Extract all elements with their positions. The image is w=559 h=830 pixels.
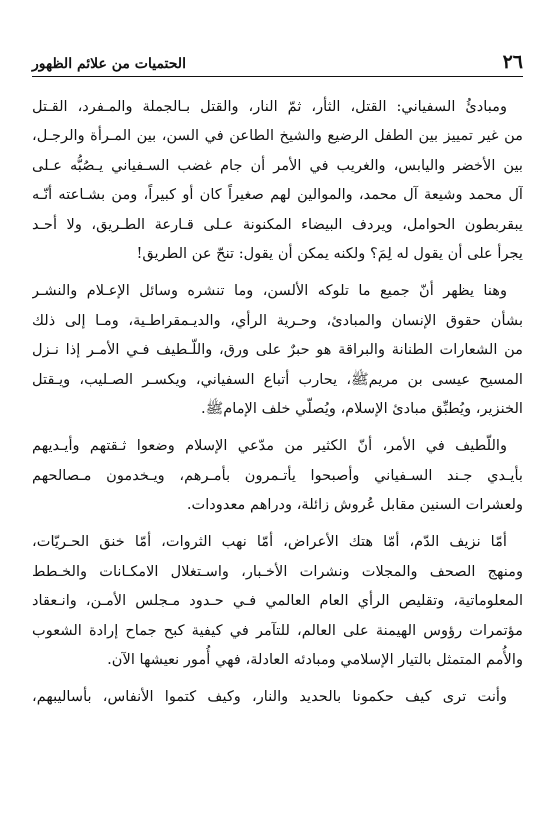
text-line: المعلوماتية، وتقليص الرأي العام العالمي فـي حـدود مـجلس الأمـن، وانـعقاد — [32, 592, 523, 610]
paragraph — [32, 431, 523, 519]
text-line: ومبادئُ السفياني: القتل، الثأر، ثمّ النار، والقتل بـالجملة والمـفرد، القـتل — [32, 98, 507, 115]
text-line: أمّا نزيف الدّم، أمّا هتك الأعراض، أمّا نهب الثروات، أمّا خنق الحـريّات، — [32, 533, 507, 551]
paragraph — [32, 92, 523, 268]
text-line: والأُمم المتمثل بالتيار الإسلامي ومبادئه العادلة، فهي أُمور نعيشها الآن. — [107, 651, 523, 669]
text-line: الخنزير، ويُطبِّق مبادئ الإسلام، ويُصلّي خلف الإمامﷺ. — [200, 399, 523, 417]
text-line: يبقربطون الحوامل، ويردف البيضاء المكنونة عـلى قـارعة الطـريق، ولا أحـد — [32, 215, 523, 233]
text-line: واللّطيف في الأمر، أنّ الكثير من مدّعي الإسلام وضعوا ثـقتهم وأيـديهم — [32, 437, 507, 455]
paragraph — [32, 276, 523, 423]
text-line: بأيـدي جـند السـفياني وأصبحوا يأتـمرون بأمـرهم، ويـخدمون مـصالحهم — [32, 466, 523, 484]
running-title: الحتميات من علائم الظهور — [32, 56, 186, 72]
text-line: مؤتمرات رؤوس الهيمنة على العالم، للتآمر في كيفية كبح جماح إرادة الشعوب — [32, 621, 523, 639]
text-line: المسيح عيسى بن مريمﷺ، يحارب أتباع السفياني، ويكسـر الصـليب، ويـقتل — [32, 370, 523, 388]
text-line: بين الأخضر واليابس، والغريب في الأمر أن جام غضب السـفياني يـصُبُّه عـلى — [32, 156, 523, 174]
text-line: من غير تمييز بين الطفل الرضيع والشيخ الطاعن في السن، بين المـرأة والرجـل، — [32, 127, 523, 145]
text-line: بشأن حقوق الإنسان والمبادئ، وحـرية الرأي، والديـمقراطـية، ومـا إلى ذلك — [32, 311, 523, 329]
page-number: ٢٦ — [502, 51, 523, 73]
text-line: ومنهج الصحف والمجلات ونشرات الأخـبار، واسـتغلال الامكـانات والخـطط — [32, 562, 523, 580]
text-line: ولعشرات السنين مقابل عُروش زائلة، ودراهم معدودات. — [186, 496, 523, 514]
page-header — [32, 46, 523, 77]
text-line: من الشعارات الطنانة والبراقة هو حبرٌ على ورق، واللّـطيف فـي الأمـر إذا نـزل — [32, 341, 523, 359]
paragraph — [32, 682, 523, 711]
text-line: وهنا يظهر أنّ جميع ما تلوكه الألسن، وما تنشره وسائل الإعـلام والنشـر — [32, 282, 507, 300]
text-line: يجرأ على أن يقول له لِمَ؟ ولكنه يمكن أن يقول: تنحّ عن الطريق! — [136, 244, 523, 262]
page-body — [32, 92, 523, 712]
paragraph — [32, 527, 523, 674]
text-line: وأنت ترى كيف حكمونا بالحديد والنار، وكيف كتموا الأنفاس، بأساليبهم، — [32, 688, 507, 706]
text-line: آل محمد وشيعة آل محمد، والموالين لهم صغيراً كان أو كبيراً، ومن بشـاعته أنّـه — [32, 186, 523, 204]
